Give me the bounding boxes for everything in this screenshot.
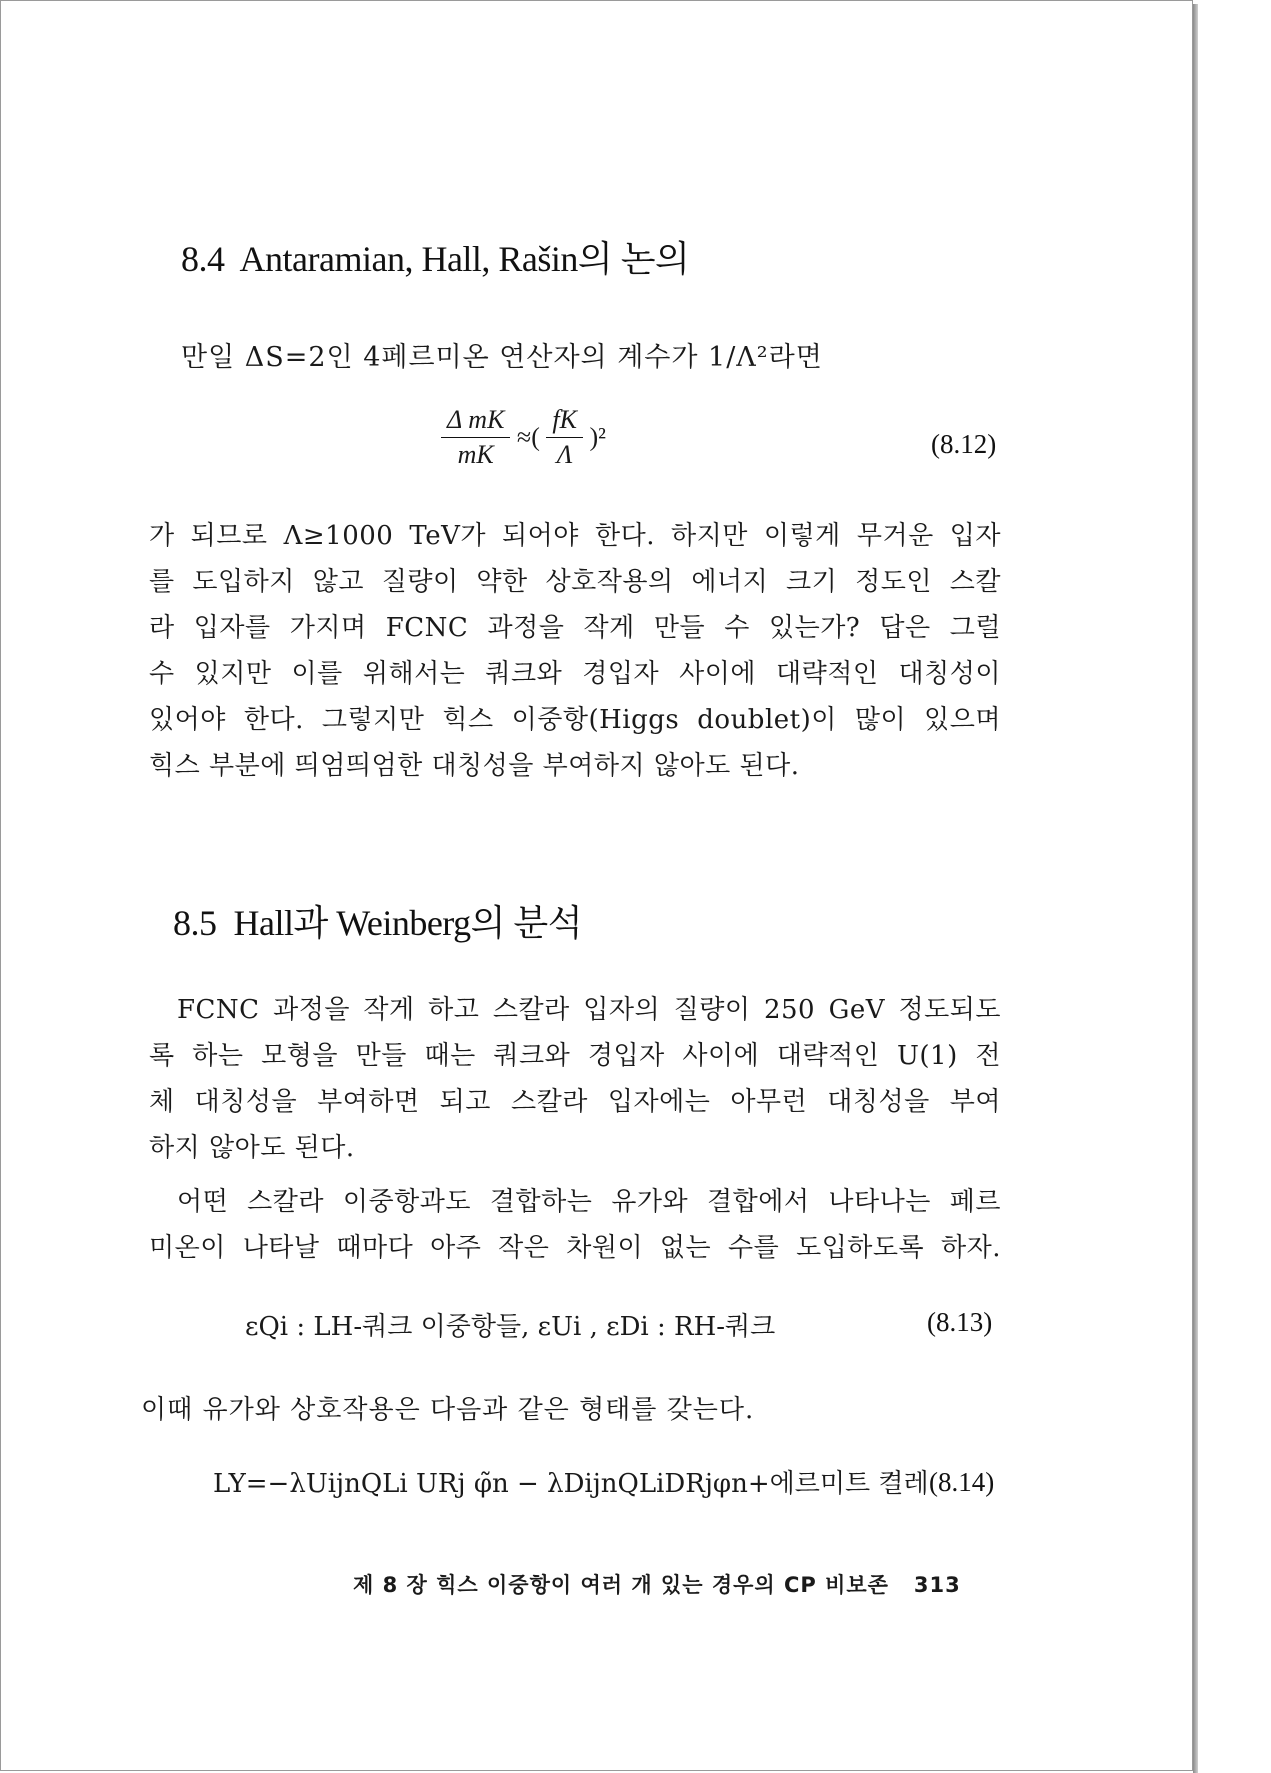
page-footer — [353, 1569, 961, 1599]
paragraph-line: FCNC 과정을 작게 하고 스칼라 입자의 질량이 250 GeV 정도되도 — [177, 995, 1001, 1025]
paragraph-line: 미온이 나타날 때마다 아주 작은 차원이 없는 수를 도입하도록 하자. — [149, 1233, 1001, 1263]
paragraph-line: 수 있지만 이를 위해서는 쿼크와 경입자 사이에 대략적인 대칭성이 — [149, 659, 1001, 689]
section-8-5-heading — [173, 895, 582, 946]
paragraph-line: 를 도입하지 않고 질량이 약한 상호작용의 에너지 크기 정도인 스칼 — [149, 567, 1001, 597]
section-8-4-heading — [181, 231, 689, 282]
paragraph-line: 있어야 한다. 그렇지만 힉스 이중항(Higgs doublet)이 많이 있으며 — [149, 705, 1001, 735]
viewer-margin — [1198, 0, 1271, 1773]
fraction-numerator: Δ mK — [441, 405, 510, 438]
paragraph-line: 록 하는 모형을 만들 때는 쿼크와 경입자 사이에 대략적인 U(1) 전 — [149, 1041, 1001, 1071]
equation-8-13: εQi : LH-쿼크 이중항들, εUi , εDi : RH-쿼크 — [245, 1312, 776, 1342]
equation-8-14: LY=−λUijnQLi URj φ̃n − λDijnQLiDRjφn+에르미트 켤레 — [213, 1469, 929, 1499]
fraction-denominator: mK — [457, 440, 494, 469]
equation-8-12 — [441, 405, 606, 470]
paragraph-line: 라 입자를 가지며 FCNC 과정을 작게 만들 수 있는가? 답은 그럴 — [149, 613, 1001, 643]
equation-number-8-13: (8.13) — [927, 1307, 993, 1337]
fraction-denominator: Λ — [556, 440, 573, 469]
intro-sentence: 만일 ΔS=2인 4페르미온 연산자의 계수가 1/Λ²라면 — [181, 342, 823, 373]
paragraph-line: 어떤 스칼라 이중항과도 결합하는 유가와 결합에서 나타나는 페르 — [177, 1187, 1001, 1217]
section-8-4-paragraph — [149, 513, 1001, 789]
page-number: 313 — [913, 1573, 961, 1597]
approx-symbol: ≈( — [516, 422, 540, 452]
section-8-5-paragraph-2 — [149, 1179, 1001, 1271]
fraction-delta-mk — [441, 405, 510, 470]
section-title: Antaramian, Hall, Rašin의 논의 — [239, 239, 690, 279]
section-number: 8.4 — [181, 239, 225, 279]
paragraph-line: 체 대칭성을 부여하면 되고 스칼라 입자에는 아무런 대칭성을 부여 — [149, 1087, 1001, 1117]
section-title: Hall과 Weinberg의 분석 — [233, 903, 582, 943]
paragraph-line: 하지 않아도 된다. — [149, 1133, 355, 1163]
footer-running-title: 제 8 장 힉스 이중항이 여러 개 있는 경우의 CP 비보존 — [353, 1573, 889, 1597]
equation-number-8-12: (8.12) — [931, 429, 997, 459]
section-number: 8.5 — [173, 903, 217, 943]
section-8-5-paragraph-1 — [149, 987, 1001, 1171]
paragraph-line: 힉스 부분에 띄엄띄엄한 대칭성을 부여하지 않아도 된다. — [149, 751, 800, 781]
equation-number-8-14: (8.14) — [929, 1467, 995, 1497]
fraction-numerator: fK — [546, 405, 583, 438]
power-symbol: )² — [589, 422, 606, 452]
connector-sentence: 이때 유가와 상호작용은 다음과 같은 형태를 갖는다. — [141, 1395, 755, 1425]
paragraph-line: 가 되므로 Λ≥1000 TeV가 되어야 한다. 하지만 이렇게 무거운 입자 — [149, 521, 1001, 551]
fraction-fk-lambda — [546, 405, 583, 470]
